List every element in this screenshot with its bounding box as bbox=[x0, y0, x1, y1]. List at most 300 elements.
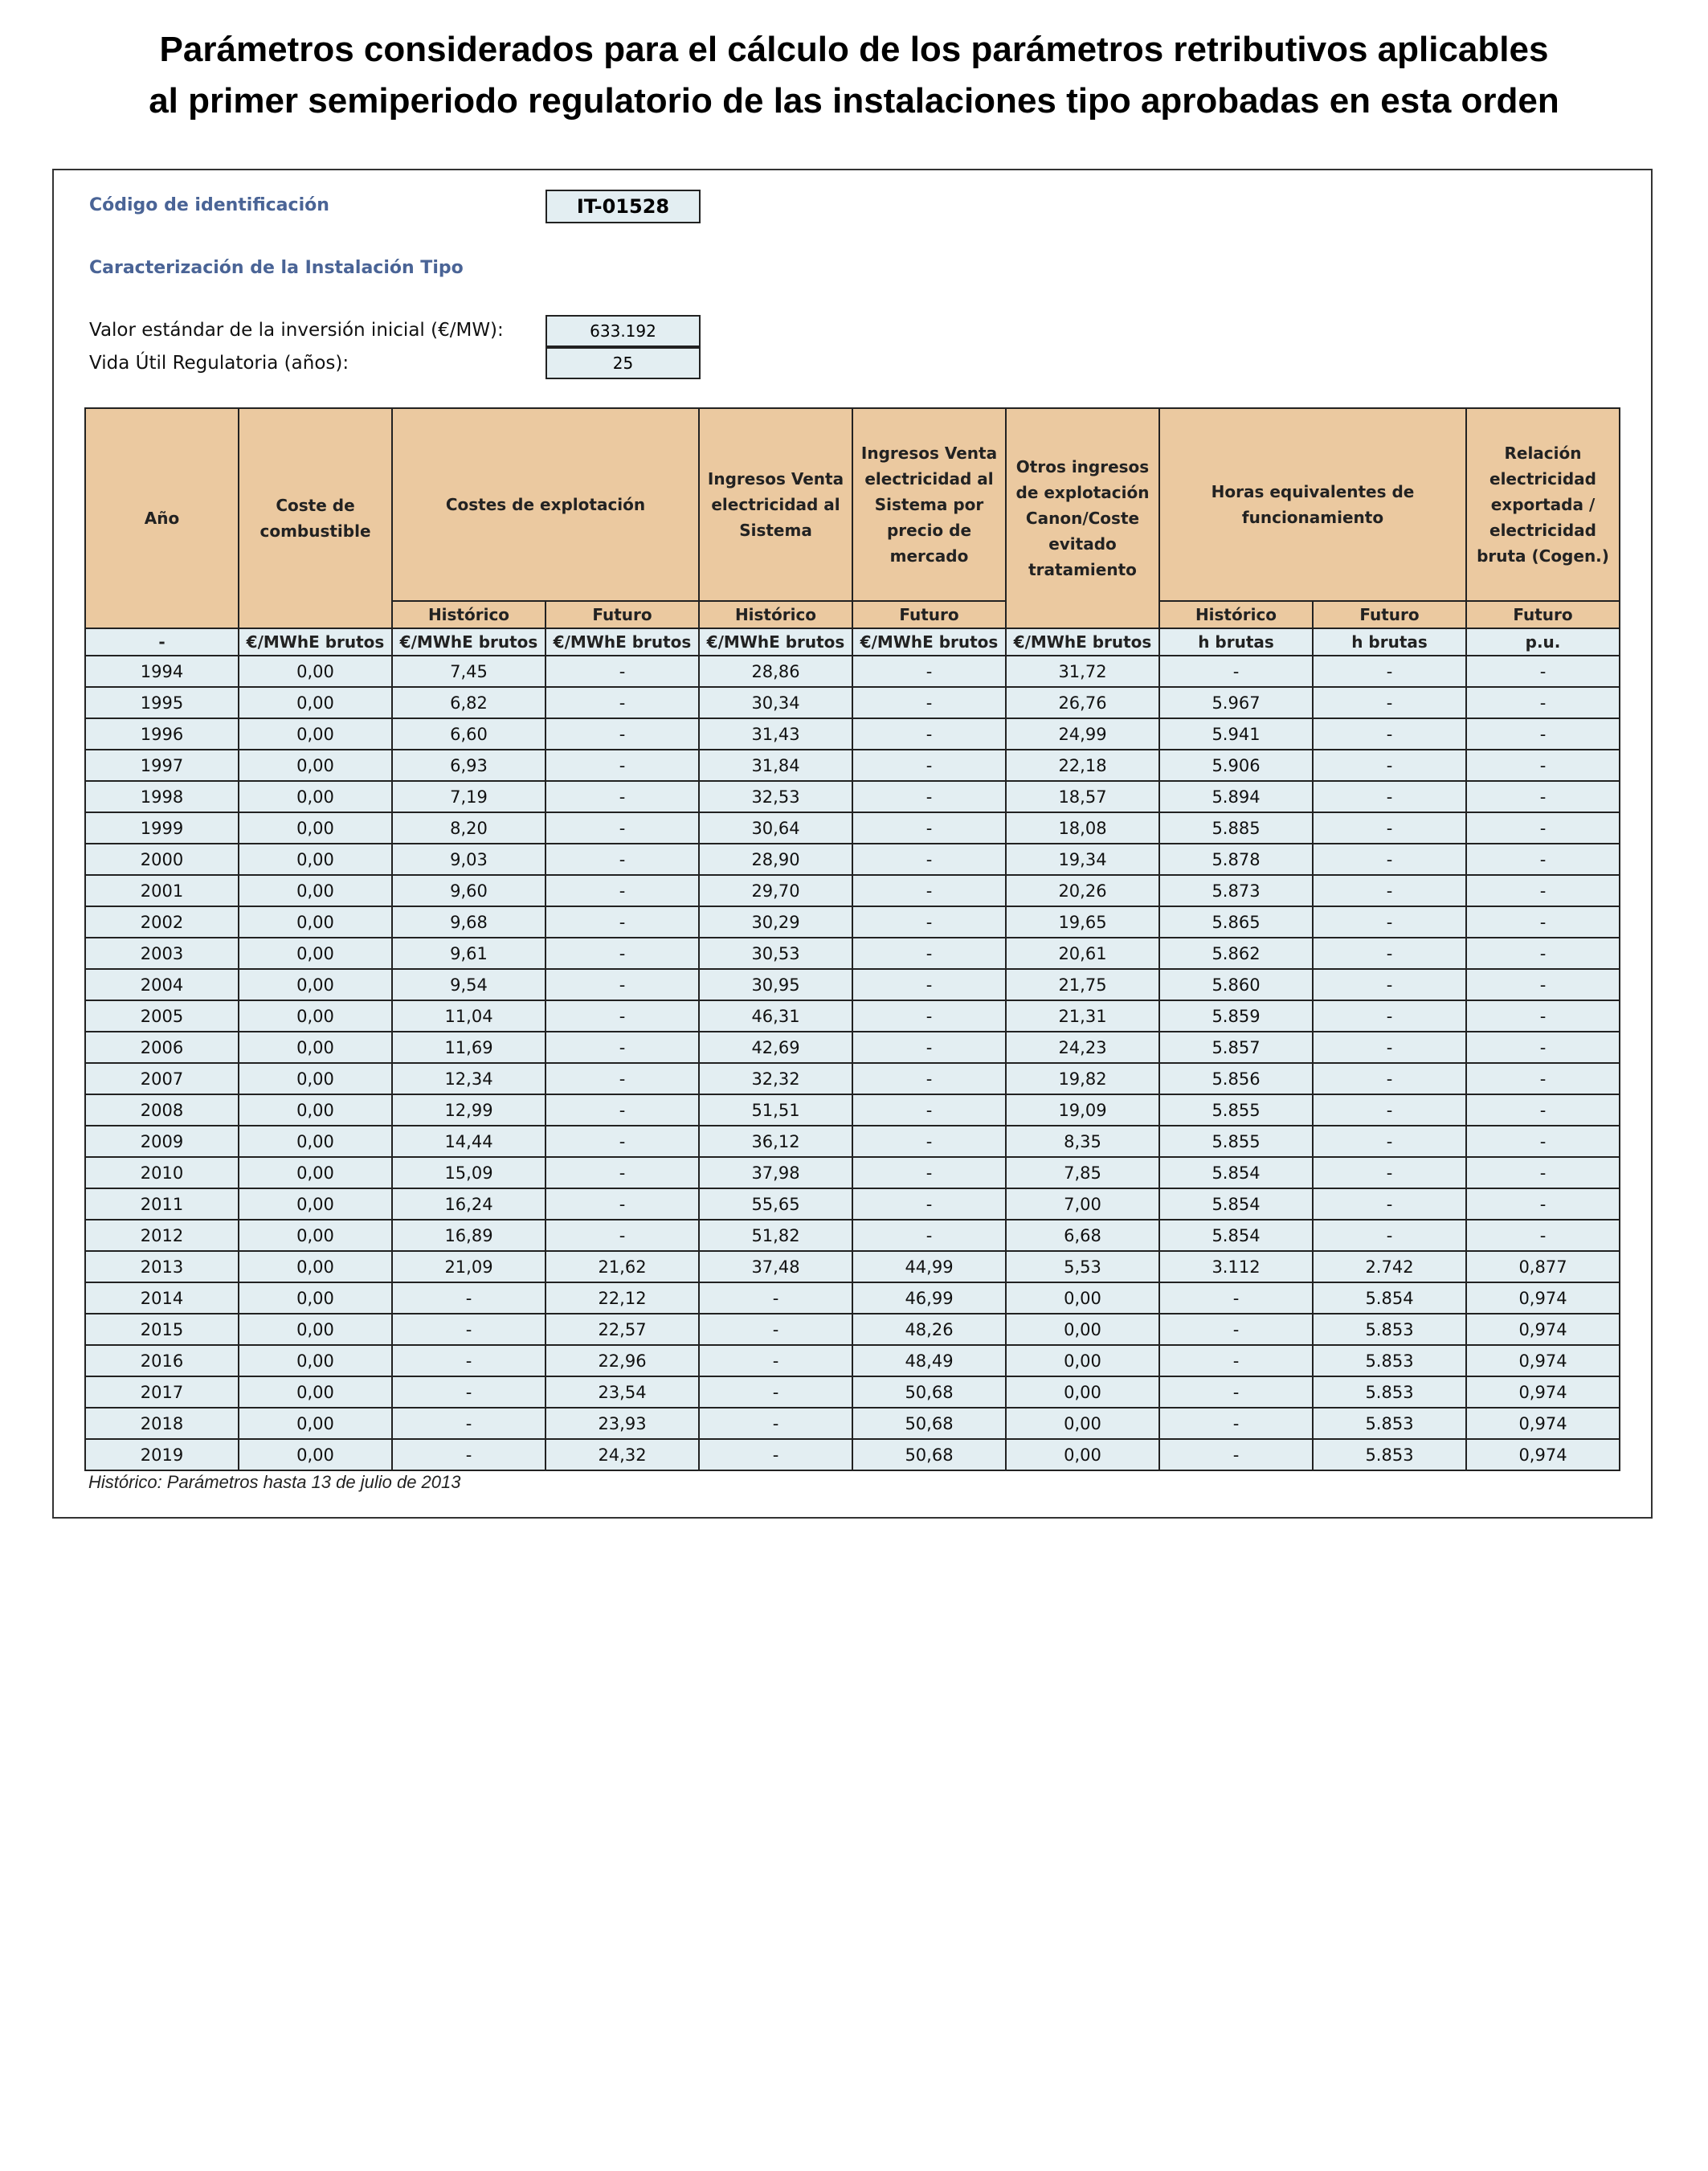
value-cell: - bbox=[1313, 1126, 1466, 1157]
value-cell: - bbox=[852, 969, 1006, 1000]
value-cell: 0,00 bbox=[239, 1282, 392, 1314]
table-row bbox=[85, 938, 1620, 969]
value-cell: 5.856 bbox=[1159, 1063, 1313, 1094]
value-cell: - bbox=[1466, 812, 1620, 844]
value-cell: 9,61 bbox=[392, 938, 545, 969]
value-cell: 0,974 bbox=[1466, 1282, 1620, 1314]
value-cell: - bbox=[545, 875, 699, 906]
value-cell: 24,99 bbox=[1006, 718, 1159, 750]
value-cell: 24,32 bbox=[545, 1439, 699, 1470]
value-cell: 0,974 bbox=[1466, 1314, 1620, 1345]
header-coste-combustible: Coste de combustible bbox=[239, 408, 392, 628]
value-cell: - bbox=[1466, 969, 1620, 1000]
table-row bbox=[85, 1063, 1620, 1094]
parameters-table bbox=[84, 407, 1620, 1471]
value-cell: 21,31 bbox=[1006, 1000, 1159, 1032]
header-ingresos-mercado: Ingresos Venta electricidad al Sistema por precio de mercado bbox=[852, 408, 1006, 601]
subheader-futuro: Futuro bbox=[545, 601, 699, 628]
value-cell: 8,20 bbox=[392, 812, 545, 844]
value-cell: - bbox=[1313, 1094, 1466, 1126]
value-cell: 0,00 bbox=[239, 969, 392, 1000]
subheader-futuro: Futuro bbox=[1313, 601, 1466, 628]
value-cell: - bbox=[699, 1282, 852, 1314]
value-cell: 11,04 bbox=[392, 1000, 545, 1032]
value-cell: - bbox=[1313, 812, 1466, 844]
value-cell: 0,974 bbox=[1466, 1439, 1620, 1470]
table-row bbox=[85, 1126, 1620, 1157]
value-cell: - bbox=[545, 687, 699, 718]
value-cell: 5.853 bbox=[1313, 1345, 1466, 1376]
value-cell: 0,00 bbox=[239, 1220, 392, 1251]
value-cell: 9,54 bbox=[392, 969, 545, 1000]
value-cell: - bbox=[852, 656, 1006, 687]
value-cell: 5.885 bbox=[1159, 812, 1313, 844]
value-cell: 0,00 bbox=[1006, 1345, 1159, 1376]
value-cell: 0,00 bbox=[239, 812, 392, 844]
header-costes-explotacion: Costes de explotación bbox=[392, 408, 699, 601]
year-cell: 2018 bbox=[85, 1408, 239, 1439]
value-cell: 0,00 bbox=[239, 1408, 392, 1439]
value-cell: - bbox=[1313, 906, 1466, 938]
value-cell: 21,62 bbox=[545, 1251, 699, 1282]
table-row bbox=[85, 812, 1620, 844]
value-cell: - bbox=[392, 1376, 545, 1408]
value-cell: - bbox=[1466, 844, 1620, 875]
value-cell: 6,82 bbox=[392, 687, 545, 718]
table-row bbox=[85, 1157, 1620, 1188]
header-horas: Horas equivalentes de funcionamiento bbox=[1159, 408, 1466, 601]
year-cell: 2011 bbox=[85, 1188, 239, 1220]
value-cell: 0,00 bbox=[239, 1032, 392, 1063]
value-cell: - bbox=[1466, 875, 1620, 906]
value-cell: 21,75 bbox=[1006, 969, 1159, 1000]
value-cell: 5.860 bbox=[1159, 969, 1313, 1000]
table-row bbox=[85, 1314, 1620, 1345]
value-cell: 0,00 bbox=[1006, 1408, 1159, 1439]
value-cell: - bbox=[545, 1032, 699, 1063]
value-cell: 0,00 bbox=[239, 1188, 392, 1220]
value-cell: 5.862 bbox=[1159, 938, 1313, 969]
value-cell: 5.906 bbox=[1159, 750, 1313, 781]
value-cell: 22,12 bbox=[545, 1282, 699, 1314]
year-cell: 2015 bbox=[85, 1314, 239, 1345]
value-cell: - bbox=[545, 1157, 699, 1188]
unit-cell: p.u. bbox=[1466, 628, 1620, 656]
value-cell: - bbox=[852, 1188, 1006, 1220]
value-cell: 30,29 bbox=[699, 906, 852, 938]
value-cell: 7,85 bbox=[1006, 1157, 1159, 1188]
unit-cell: €/MWhE brutos bbox=[545, 628, 699, 656]
value-cell: 0,00 bbox=[239, 718, 392, 750]
year-cell: 2016 bbox=[85, 1345, 239, 1376]
value-cell: 6,68 bbox=[1006, 1220, 1159, 1251]
value-cell: 0,00 bbox=[239, 906, 392, 938]
value-cell: - bbox=[392, 1345, 545, 1376]
year-cell: 2013 bbox=[85, 1251, 239, 1282]
unit-cell: h brutas bbox=[1159, 628, 1313, 656]
value-cell: 30,34 bbox=[699, 687, 852, 718]
year-cell: 2002 bbox=[85, 906, 239, 938]
value-cell: 19,34 bbox=[1006, 844, 1159, 875]
value-cell: - bbox=[1159, 1282, 1313, 1314]
value-cell: 5.854 bbox=[1313, 1282, 1466, 1314]
value-cell: 48,49 bbox=[852, 1345, 1006, 1376]
value-cell: 0,00 bbox=[1006, 1376, 1159, 1408]
value-cell: 37,48 bbox=[699, 1251, 852, 1282]
header-ingresos-sistema: Ingresos Venta electricidad al Sistema bbox=[699, 408, 852, 601]
value-cell: - bbox=[1466, 656, 1620, 687]
value-cell: - bbox=[545, 906, 699, 938]
table-row bbox=[85, 1439, 1620, 1470]
unit-cell: - bbox=[85, 628, 239, 656]
value-cell: - bbox=[852, 812, 1006, 844]
value-cell: - bbox=[1466, 1032, 1620, 1063]
value-cell: - bbox=[545, 1063, 699, 1094]
year-cell: 1995 bbox=[85, 687, 239, 718]
year-cell: 2008 bbox=[85, 1094, 239, 1126]
value-cell: 0,00 bbox=[239, 687, 392, 718]
value-cell: 32,53 bbox=[699, 781, 852, 812]
value-cell: - bbox=[392, 1282, 545, 1314]
value-cell: - bbox=[1466, 938, 1620, 969]
unit-cell: €/MWhE brutos bbox=[239, 628, 392, 656]
value-cell: 5.857 bbox=[1159, 1032, 1313, 1063]
value-cell: - bbox=[1313, 687, 1466, 718]
value-cell: 29,70 bbox=[699, 875, 852, 906]
value-cell: - bbox=[1313, 1000, 1466, 1032]
table-row bbox=[85, 1094, 1620, 1126]
subheader-futuro: Futuro bbox=[1466, 601, 1620, 628]
value-cell: - bbox=[1466, 687, 1620, 718]
value-cell: - bbox=[852, 1032, 1006, 1063]
value-cell: - bbox=[852, 1094, 1006, 1126]
value-cell: 11,69 bbox=[392, 1032, 545, 1063]
value-cell: 5.853 bbox=[1313, 1314, 1466, 1345]
value-cell: 21,09 bbox=[392, 1251, 545, 1282]
identification-label: Código de identificación bbox=[89, 195, 329, 215]
value-cell: - bbox=[1159, 656, 1313, 687]
table-row bbox=[85, 718, 1620, 750]
value-cell: - bbox=[852, 781, 1006, 812]
table-row bbox=[85, 1251, 1620, 1282]
table-body bbox=[85, 656, 1620, 1470]
year-cell: 2006 bbox=[85, 1032, 239, 1063]
value-cell: 30,53 bbox=[699, 938, 852, 969]
value-cell: - bbox=[1313, 1032, 1466, 1063]
value-cell: - bbox=[1313, 1188, 1466, 1220]
value-cell: 5.859 bbox=[1159, 1000, 1313, 1032]
table-row bbox=[85, 1345, 1620, 1376]
value-cell: - bbox=[545, 1220, 699, 1251]
value-cell: 20,26 bbox=[1006, 875, 1159, 906]
value-cell: 55,65 bbox=[699, 1188, 852, 1220]
unit-cell: €/MWhE brutos bbox=[699, 628, 852, 656]
value-cell: 5.853 bbox=[1313, 1376, 1466, 1408]
year-cell: 1994 bbox=[85, 656, 239, 687]
value-cell: - bbox=[1313, 938, 1466, 969]
subheader-historico: Histórico bbox=[392, 601, 545, 628]
value-cell: - bbox=[1313, 1157, 1466, 1188]
value-cell: 18,08 bbox=[1006, 812, 1159, 844]
table-row bbox=[85, 1220, 1620, 1251]
value-cell: - bbox=[1466, 1220, 1620, 1251]
value-cell: 24,23 bbox=[1006, 1032, 1159, 1063]
value-cell: 7,00 bbox=[1006, 1188, 1159, 1220]
value-cell: - bbox=[1313, 875, 1466, 906]
value-cell: 5.853 bbox=[1313, 1408, 1466, 1439]
subheader-futuro: Futuro bbox=[852, 601, 1006, 628]
value-cell: - bbox=[545, 781, 699, 812]
subheader-historico: Histórico bbox=[1159, 601, 1313, 628]
investment-value: 633.192 bbox=[545, 315, 701, 347]
value-cell: 5.941 bbox=[1159, 718, 1313, 750]
value-cell: 36,12 bbox=[699, 1126, 852, 1157]
value-cell: - bbox=[852, 844, 1006, 875]
value-cell: - bbox=[545, 812, 699, 844]
value-cell: 0,00 bbox=[239, 1094, 392, 1126]
unit-cell: €/MWhE brutos bbox=[852, 628, 1006, 656]
year-cell: 2019 bbox=[85, 1439, 239, 1470]
value-cell: 32,32 bbox=[699, 1063, 852, 1094]
value-cell: - bbox=[392, 1439, 545, 1470]
table-row bbox=[85, 781, 1620, 812]
value-cell: 44,99 bbox=[852, 1251, 1006, 1282]
table-row bbox=[85, 656, 1620, 687]
value-cell: - bbox=[545, 1126, 699, 1157]
value-cell: - bbox=[545, 969, 699, 1000]
value-cell: 16,24 bbox=[392, 1188, 545, 1220]
value-cell: - bbox=[1466, 750, 1620, 781]
value-cell: - bbox=[852, 750, 1006, 781]
year-cell: 2012 bbox=[85, 1220, 239, 1251]
value-cell: 12,99 bbox=[392, 1094, 545, 1126]
value-cell: - bbox=[699, 1345, 852, 1376]
table-row bbox=[85, 687, 1620, 718]
value-cell: 0,00 bbox=[239, 1157, 392, 1188]
value-cell: 0,00 bbox=[239, 1376, 392, 1408]
table-row bbox=[85, 906, 1620, 938]
table-row bbox=[85, 1408, 1620, 1439]
value-cell: - bbox=[1466, 1188, 1620, 1220]
value-cell: 5.967 bbox=[1159, 687, 1313, 718]
value-cell: 50,68 bbox=[852, 1439, 1006, 1470]
value-cell: - bbox=[392, 1408, 545, 1439]
value-cell: 0,00 bbox=[1006, 1282, 1159, 1314]
title-line-1: Parámetros considerados para el cálculo de los parámetros retributivos aplicables bbox=[159, 30, 1549, 69]
year-cell: 2014 bbox=[85, 1282, 239, 1314]
table-row bbox=[85, 844, 1620, 875]
value-cell: - bbox=[1159, 1345, 1313, 1376]
value-cell: 9,60 bbox=[392, 875, 545, 906]
value-cell: 0,00 bbox=[239, 781, 392, 812]
value-cell: - bbox=[1466, 906, 1620, 938]
value-cell: 5.853 bbox=[1313, 1439, 1466, 1470]
table-row bbox=[85, 1032, 1620, 1063]
value-cell: - bbox=[852, 906, 1006, 938]
value-cell: - bbox=[1466, 1157, 1620, 1188]
value-cell: 0,00 bbox=[239, 1126, 392, 1157]
value-cell: 22,57 bbox=[545, 1314, 699, 1345]
value-cell: - bbox=[545, 656, 699, 687]
value-cell: - bbox=[1466, 1000, 1620, 1032]
value-cell: - bbox=[852, 938, 1006, 969]
value-cell: 9,68 bbox=[392, 906, 545, 938]
unit-cell: €/MWhE brutos bbox=[1006, 628, 1159, 656]
value-cell: - bbox=[545, 1094, 699, 1126]
value-cell: 5.854 bbox=[1159, 1157, 1313, 1188]
value-cell: 6,93 bbox=[392, 750, 545, 781]
life-value: 25 bbox=[545, 347, 701, 379]
value-cell: - bbox=[1466, 718, 1620, 750]
value-cell: 5.855 bbox=[1159, 1094, 1313, 1126]
value-cell: 0,00 bbox=[239, 1345, 392, 1376]
value-cell: 5.855 bbox=[1159, 1126, 1313, 1157]
value-cell: - bbox=[699, 1408, 852, 1439]
year-cell: 2004 bbox=[85, 969, 239, 1000]
value-cell: - bbox=[1313, 781, 1466, 812]
year-cell: 1998 bbox=[85, 781, 239, 812]
value-cell: 42,69 bbox=[699, 1032, 852, 1063]
year-cell: 2003 bbox=[85, 938, 239, 969]
value-cell: 50,68 bbox=[852, 1376, 1006, 1408]
value-cell: 6,60 bbox=[392, 718, 545, 750]
value-cell: 48,26 bbox=[852, 1314, 1006, 1345]
header-relacion: Relación electricidad exportada / electricidad bruta (Cogen.) bbox=[1466, 408, 1620, 601]
table-row bbox=[85, 1282, 1620, 1314]
year-cell: 2010 bbox=[85, 1157, 239, 1188]
value-cell: 19,82 bbox=[1006, 1063, 1159, 1094]
value-cell: 0,00 bbox=[239, 1063, 392, 1094]
footnote: Histórico: Parámetros hasta 13 de julio de 2013 bbox=[88, 1472, 461, 1492]
unit-cell: €/MWhE brutos bbox=[392, 628, 545, 656]
value-cell: - bbox=[852, 718, 1006, 750]
value-cell: 23,93 bbox=[545, 1408, 699, 1439]
value-cell: - bbox=[699, 1314, 852, 1345]
value-cell: - bbox=[545, 1188, 699, 1220]
value-cell: - bbox=[1466, 781, 1620, 812]
life-label: Vida Útil Regulatoria (años): bbox=[89, 353, 349, 374]
value-cell: 16,89 bbox=[392, 1220, 545, 1251]
value-cell: 50,68 bbox=[852, 1408, 1006, 1439]
value-cell: 31,43 bbox=[699, 718, 852, 750]
year-cell: 1996 bbox=[85, 718, 239, 750]
value-cell: 28,90 bbox=[699, 844, 852, 875]
value-cell: - bbox=[852, 1126, 1006, 1157]
value-cell: 0,00 bbox=[239, 1314, 392, 1345]
value-cell: 0,00 bbox=[239, 750, 392, 781]
value-cell: 30,95 bbox=[699, 969, 852, 1000]
value-cell: - bbox=[852, 875, 1006, 906]
value-cell: 0,877 bbox=[1466, 1251, 1620, 1282]
value-cell: - bbox=[1466, 1094, 1620, 1126]
value-cell: 0,00 bbox=[1006, 1439, 1159, 1470]
value-cell: - bbox=[545, 750, 699, 781]
value-cell: - bbox=[1159, 1408, 1313, 1439]
value-cell: 0,00 bbox=[239, 656, 392, 687]
page-title bbox=[0, 24, 1708, 127]
characterization-label: Caracterización de la Instalación Tipo bbox=[89, 258, 464, 278]
value-cell: 0,00 bbox=[239, 1000, 392, 1032]
value-cell: - bbox=[545, 718, 699, 750]
value-cell: 0,00 bbox=[1006, 1314, 1159, 1345]
year-cell: 2009 bbox=[85, 1126, 239, 1157]
header-otros-ingresos: Otros ingresos de explotación Canon/Coste evitado tratamiento bbox=[1006, 408, 1159, 628]
identification-code: IT-01528 bbox=[545, 190, 701, 223]
value-cell: 46,31 bbox=[699, 1000, 852, 1032]
year-cell: 2017 bbox=[85, 1376, 239, 1408]
value-cell: - bbox=[852, 1063, 1006, 1094]
value-cell: - bbox=[1313, 718, 1466, 750]
value-cell: 30,64 bbox=[699, 812, 852, 844]
value-cell: 20,61 bbox=[1006, 938, 1159, 969]
value-cell: - bbox=[545, 844, 699, 875]
value-cell: - bbox=[1466, 1063, 1620, 1094]
year-cell: 1997 bbox=[85, 750, 239, 781]
value-cell: 14,44 bbox=[392, 1126, 545, 1157]
value-cell: 7,19 bbox=[392, 781, 545, 812]
value-cell: 26,76 bbox=[1006, 687, 1159, 718]
value-cell: 19,09 bbox=[1006, 1094, 1159, 1126]
value-cell: - bbox=[1313, 969, 1466, 1000]
value-cell: 31,84 bbox=[699, 750, 852, 781]
value-cell: 51,82 bbox=[699, 1220, 852, 1251]
value-cell: - bbox=[699, 1439, 852, 1470]
value-cell: - bbox=[852, 1220, 1006, 1251]
table-row bbox=[85, 875, 1620, 906]
value-cell: 28,86 bbox=[699, 656, 852, 687]
value-cell: 0,974 bbox=[1466, 1345, 1620, 1376]
value-cell: - bbox=[1159, 1314, 1313, 1345]
value-cell: 9,03 bbox=[392, 844, 545, 875]
value-cell: 0,974 bbox=[1466, 1408, 1620, 1439]
value-cell: 37,98 bbox=[699, 1157, 852, 1188]
value-cell: - bbox=[1313, 1220, 1466, 1251]
value-cell: 19,65 bbox=[1006, 906, 1159, 938]
year-cell: 2005 bbox=[85, 1000, 239, 1032]
value-cell: - bbox=[1466, 1126, 1620, 1157]
value-cell: 5.865 bbox=[1159, 906, 1313, 938]
value-cell: 22,18 bbox=[1006, 750, 1159, 781]
value-cell: - bbox=[1159, 1376, 1313, 1408]
table-row bbox=[85, 1376, 1620, 1408]
year-cell: 2007 bbox=[85, 1063, 239, 1094]
value-cell: 5.854 bbox=[1159, 1188, 1313, 1220]
table-row bbox=[85, 969, 1620, 1000]
value-cell: - bbox=[545, 1000, 699, 1032]
value-cell: 3.112 bbox=[1159, 1251, 1313, 1282]
value-cell: 5.873 bbox=[1159, 875, 1313, 906]
value-cell: 23,54 bbox=[545, 1376, 699, 1408]
value-cell: 0,00 bbox=[239, 844, 392, 875]
value-cell: - bbox=[392, 1314, 545, 1345]
value-cell: 46,99 bbox=[852, 1282, 1006, 1314]
value-cell: 31,72 bbox=[1006, 656, 1159, 687]
value-cell: 8,35 bbox=[1006, 1126, 1159, 1157]
value-cell: 51,51 bbox=[699, 1094, 852, 1126]
title-line-2: al primer semiperiodo regulatorio de las instalaciones tipo aprobadas en esta orden bbox=[149, 81, 1559, 121]
value-cell: 5.854 bbox=[1159, 1220, 1313, 1251]
value-cell: - bbox=[852, 687, 1006, 718]
value-cell: - bbox=[1313, 750, 1466, 781]
value-cell: 0,00 bbox=[239, 1439, 392, 1470]
value-cell: 22,96 bbox=[545, 1345, 699, 1376]
investment-label: Valor estándar de la inversión inicial (€/MW): bbox=[89, 320, 504, 341]
table-row bbox=[85, 1000, 1620, 1032]
value-cell: - bbox=[1313, 1063, 1466, 1094]
year-cell: 1999 bbox=[85, 812, 239, 844]
value-cell: 0,00 bbox=[239, 938, 392, 969]
value-cell: 5,53 bbox=[1006, 1251, 1159, 1282]
